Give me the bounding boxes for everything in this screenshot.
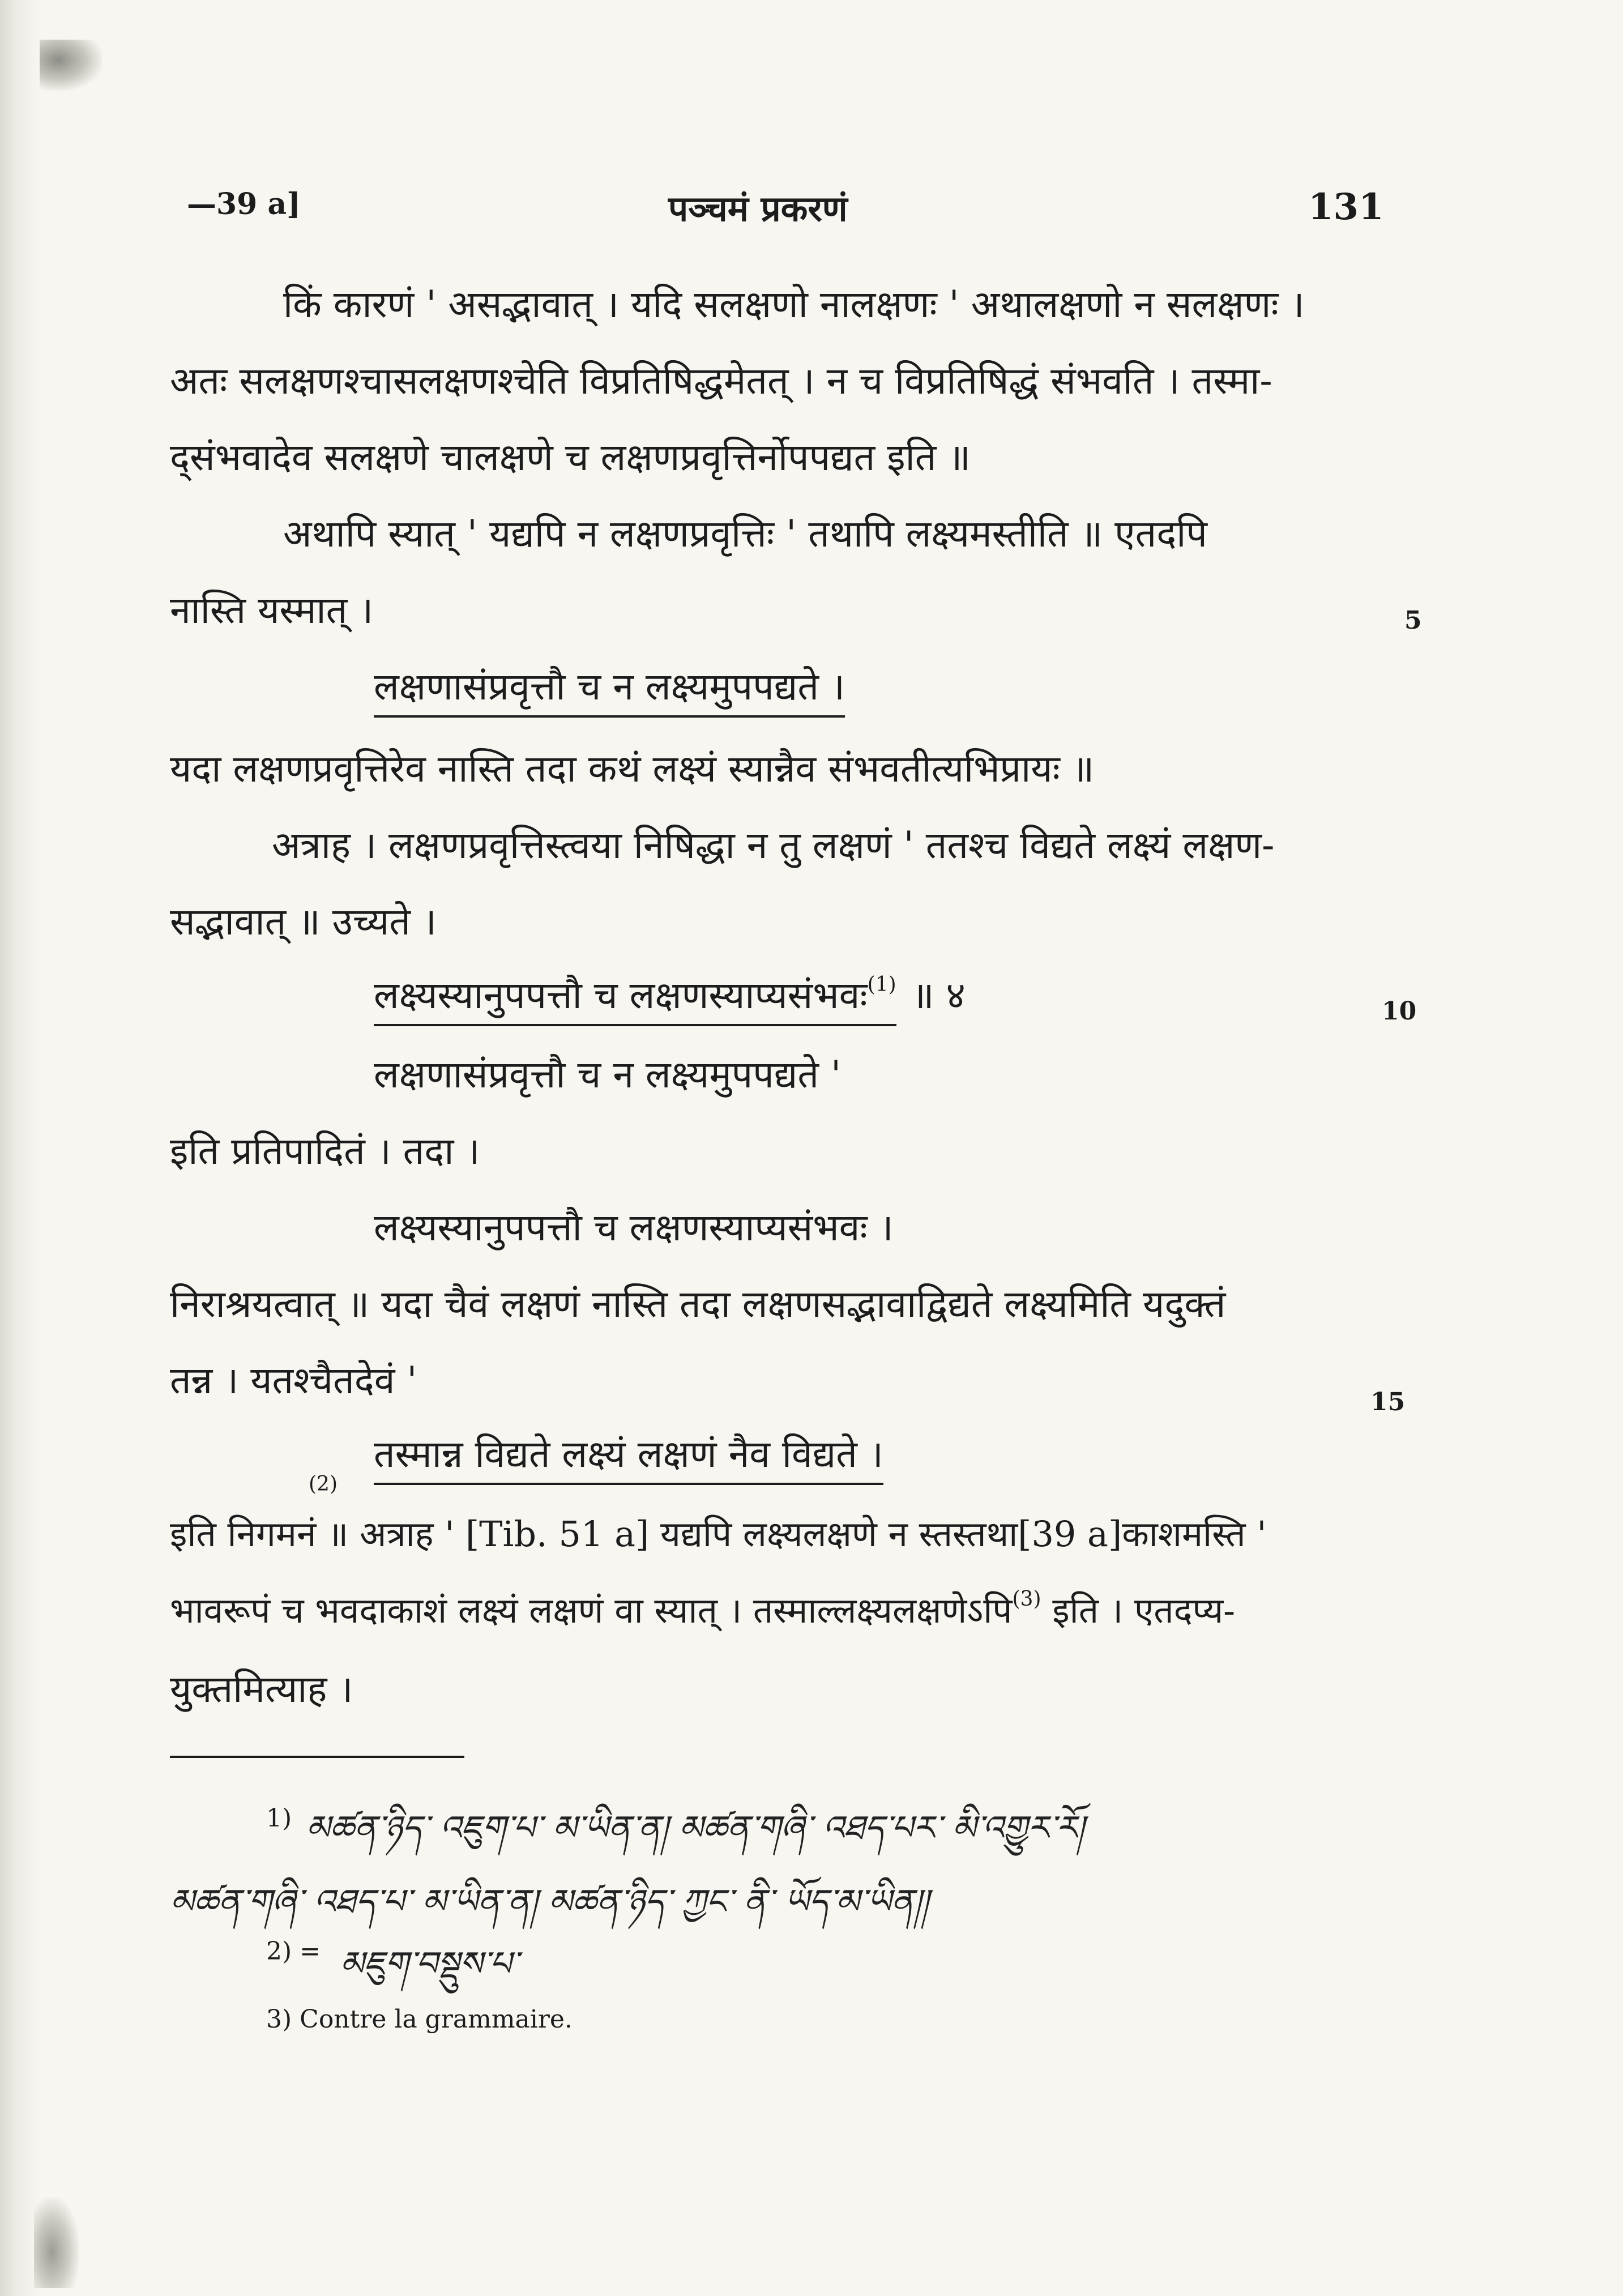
text-line-4: अथापि स्यात् ' यद्यपि न लक्षणप्रवृत्तिः ' तथापि लक्ष्यमस्तीति ॥ एतदपि: [283, 512, 1207, 556]
verse-quote-1: लक्षणासंप्रवृत्तौ च न लक्ष्यमुपपद्यते ': [374, 1053, 842, 1096]
line-number-15: 15: [1370, 1388, 1406, 1416]
footnote-3: 3) Contre la grammaire.: [266, 2005, 573, 2034]
text-line-5: नास्ति यस्मात् ।: [170, 588, 374, 632]
text-line-13: [170, 1586, 1235, 1633]
verse-line-3: तस्मान्न विद्यते लक्ष्यं लक्षणं नैव विद्यते ।: [374, 1427, 883, 1485]
footnote-2-number: 2) =: [266, 1937, 321, 1966]
text-line-10: निराश्रयत्वात् ॥ यदा चैवं लक्षणं नास्ति तदा लक्षणसद्भावाद्विद्यते लक्ष्यमिति यदुक्तं: [170, 1282, 1226, 1326]
running-head-left: —39 a]: [187, 187, 301, 221]
footnote-1-tibetan-line-1: མཚན་ཉིད་ འཇུག་པ་ མ་ཡིན་ན། མཚན་གཞི་ འཐད་པར་ མི་འགྱུར་རོ།: [306, 1808, 1084, 1848]
text-line-9: इति प्रतिपादितं । तदा ।: [170, 1129, 480, 1173]
page-number: 131: [1308, 186, 1384, 228]
text-line-13-a: भावरूपं च भवदाकाशं लक्ष्यं लक्षणं वा स्यात् । तस्माल्लक्ष्यलक्षणेऽपि: [170, 1590, 1013, 1631]
note-ref-3: (3): [1012, 1587, 1041, 1611]
text-line-12: इति निगमनं ॥ अत्राह ' [Tib. 51 a] यद्यपि लक्ष्यलक्षणे न स्तस्तथा[39 a]काशमस्ति ': [170, 1513, 1267, 1555]
note-ref-1: (1): [867, 973, 896, 996]
text-line-7: अत्राह । लक्षणप्रवृत्तिस्त्वया निषिद्धा न तु लक्षणं ' ततश्च विद्यते लक्ष्यं लक्षण-: [272, 823, 1275, 867]
scan-edge: [0, 0, 40, 2296]
text-line-13-b: इति । एतदप्य-: [1041, 1590, 1236, 1631]
note-ref-2: (2): [309, 1473, 338, 1496]
text-line-6: यदा लक्षणप्रवृत्तिरेव नास्ति तदा कथं लक्ष्यं स्यान्नैव संभवतीत्यभिप्रायः ॥: [170, 747, 1095, 791]
scan-noise-bottom: [34, 2197, 79, 2288]
scan-noise-top: [40, 40, 102, 91]
page-title: पञ्चमं प्रकरणं: [668, 188, 848, 229]
footnote-1-number: 1): [266, 1804, 292, 1833]
text-line-2: अतः सलक्षणश्चासलक्षणश्चेति विप्रतिषिद्धमेतत् । न च विप्रतिषिद्धं संभवति । तस्मा-: [170, 359, 1272, 403]
verse-line-2: [374, 968, 896, 1026]
text-line-1: किं कारणं ' असद्भावात् । यदि सलक्षणो नालक्षणः ' अथालक्षणो न सलक्षणः ।: [283, 283, 1305, 326]
verse-number: ॥ ४: [912, 974, 966, 1017]
line-number-5: 5: [1404, 606, 1422, 635]
line-number-10: 10: [1382, 997, 1417, 1026]
verse-line-2-text: लक्ष्यस्यानुपपत्तौ च लक्षणस्याप्यसंभवः: [374, 974, 868, 1017]
text-line-11: तन्न । यतश्चैतदेवं ': [170, 1359, 417, 1402]
footnote-1-tibetan-line-2: མཚན་གཞི་ འཐད་པ་ མ་ཡིན་ན། མཚན་ཉིད་ ཀྱང་ ནི་ ཡོད་མ་ཡིན།།: [170, 1882, 929, 1922]
footnote-2-tibetan: མཇུག་བསྡུས་པ་: [340, 1944, 518, 1984]
text-line-8: सद्भावात् ॥ उच्यते ।: [170, 900, 437, 944]
text-line-14: युक्तमित्याह ।: [170, 1667, 353, 1711]
text-line-3: द्संभवादेव सलक्षणे चालक्षणे च लक्षणप्रवृत्तिर्नोपपद्यत इति ॥: [170, 436, 971, 479]
verse-quote-2: लक्ष्यस्यानुपपत्तौ च लक्षणस्याप्यसंभवः ।: [374, 1206, 894, 1249]
verse-line-1: लक्षणासंप्रवृत्तौ च न लक्ष्यमुपपद्यते ।: [374, 660, 845, 718]
footnote-rule: [170, 1756, 464, 1758]
